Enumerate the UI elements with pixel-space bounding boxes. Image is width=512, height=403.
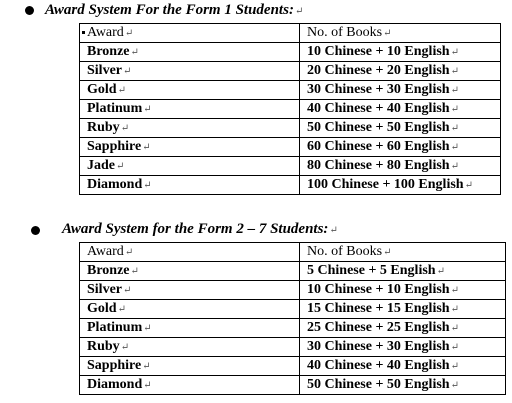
award-table-form-2-7 <box>79 242 506 395</box>
award-cell: Sapphire↵ <box>80 357 300 376</box>
award-cell: Ruby↵ <box>80 338 300 357</box>
award-cell: Gold↵ <box>80 300 300 319</box>
award-cell: Bronze↵ <box>80 262 300 281</box>
table-row <box>80 376 506 395</box>
award-section-form-2-7 <box>0 216 512 392</box>
books-cell: 80 Chinese + 80 English↵ <box>300 157 501 176</box>
award-cell: Bronze↵ <box>80 43 300 62</box>
section-heading: Award System For the Form 1 Students:↵ <box>45 2 304 18</box>
header-books: No. of Books↵ <box>300 24 501 43</box>
books-cell: 50 Chinese + 50 English↵ <box>300 119 501 138</box>
table-row <box>80 100 501 119</box>
award-cell: Gold↵ <box>80 81 300 100</box>
section-heading-row <box>0 216 512 240</box>
table-row <box>80 281 506 300</box>
paragraph-mark-icon: ↵ <box>294 6 304 17</box>
table-row <box>80 300 506 319</box>
table-select-handle-icon[interactable] <box>82 31 85 34</box>
award-cell: Ruby↵ <box>80 119 300 138</box>
books-cell: 10 Chinese + 10 English↵ <box>300 281 506 300</box>
books-cell: 30 Chinese + 30 English↵ <box>300 81 501 100</box>
table-row <box>80 81 501 100</box>
paragraph-mark-icon: ↵ <box>329 225 338 236</box>
books-cell: 20 Chinese + 20 English↵ <box>300 62 501 81</box>
header-award: Award↵ <box>80 24 300 43</box>
table-row <box>80 338 506 357</box>
section-heading: Award System for the Form 2 – 7 Students:↵ <box>62 221 338 237</box>
header-books: No. of Books↵ <box>300 243 506 262</box>
books-cell: 25 Chinese + 25 English↵ <box>300 319 506 338</box>
books-cell: 50 Chinese + 50 English↵ <box>300 376 506 395</box>
award-cell: Platinum↵ <box>80 319 300 338</box>
section-heading-row <box>0 0 512 24</box>
books-cell: 30 Chinese + 30 English↵ <box>300 338 506 357</box>
table-row <box>80 43 501 62</box>
table-row <box>80 62 501 81</box>
award-section-form-1 <box>0 0 512 192</box>
table-row <box>80 138 501 157</box>
award-cell: Platinum↵ <box>80 100 300 119</box>
award-cell: Jade↵ <box>80 157 300 176</box>
award-cell: Diamond↵ <box>80 376 300 395</box>
award-cell: Silver↵ <box>80 281 300 300</box>
header-award: Award↵ <box>80 243 300 262</box>
award-cell: Sapphire↵ <box>80 138 300 157</box>
books-cell: 10 Chinese + 10 English↵ <box>300 43 501 62</box>
bullet-icon <box>31 226 40 235</box>
books-cell: 40 Chinese + 40 English↵ <box>300 357 506 376</box>
books-cell: 15 Chinese + 15 English↵ <box>300 300 506 319</box>
books-cell: 60 Chinese + 60 English↵ <box>300 138 501 157</box>
award-cell: Silver↵ <box>80 62 300 81</box>
table-row <box>80 319 506 338</box>
books-cell: 40 Chinese + 40 English↵ <box>300 100 501 119</box>
award-table-form-1 <box>79 23 501 195</box>
table-row <box>80 119 501 138</box>
table-row <box>80 157 501 176</box>
table-row <box>80 176 501 195</box>
bullet-icon <box>25 6 34 15</box>
books-cell: 5 Chinese + 5 English↵ <box>300 262 506 281</box>
table-row <box>80 262 506 281</box>
table-header-row <box>80 24 501 43</box>
books-cell: 100 Chinese + 100 English↵ <box>300 176 501 195</box>
table-row <box>80 357 506 376</box>
table-header-row <box>80 243 506 262</box>
award-cell: Diamond↵ <box>80 176 300 195</box>
